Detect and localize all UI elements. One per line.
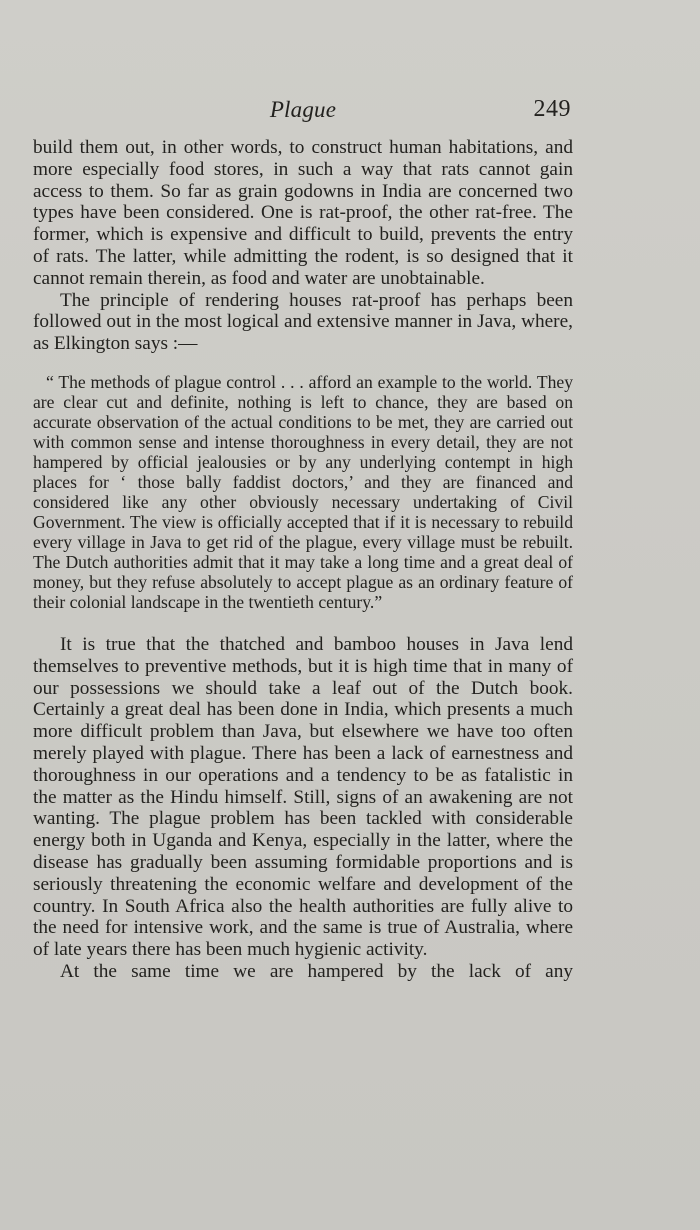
running-title: Plague [269, 97, 337, 122]
paragraph-java-intro: The principle of rendering houses rat-proof has perhaps been followed out in the most logical and extensive manner in Java, where, as Elkington says :— [33, 289, 573, 355]
quote-text: “ The methods of plague control . . . afford an example to the world. They are clear cut and definite, nothing is left to chance, they are based on accurate observation of the actual conditions to be met, they are carried out with common sense and intense thoroughness in every detail, they are not hampered by official jealousies or by any underlying contempt in high places for ‘ those bally faddist doctors,’ and they are financed and considered like any other obviously necessary undertaking of Civil Government. The view is officially accepted that if it is necessary to rebuild every village in Java to get rid of the plague, every village must be rebuilt. The Dutch authorities admit that it may take a long time and a great deal of money, but they refuse absolutely to accept plague as an ordinary feature of their colonial landscape in the twentieth century.” [33, 371, 573, 612]
page-header [33, 95, 573, 129]
page-body [33, 137, 573, 983]
block-quote [33, 372, 573, 612]
paragraph-thatched-houses: It is true that the thatched and bamboo houses in Java lend themselves to preventive methods, but it is high time that in many of our possessions we should take a leaf out of the Dutch book. Certainly a great deal has been done in India, which presents a much more difficult problem than Java, but elsewhere we have too often merely played with plague. There has been a lack of earnestness and thoroughness in our operations and a tendency to be as fatalistic in the matter as the Hindu himself. Still, signs of an awakening are not wanting. The plague problem has been tackled with considerable energy both in Uganda and Kenya, especially in the latter, where the disease has gradually been assuming formidable proportions and is seriously threatening the economic welfare and development of the country. In South Africa also the health authorities are fully alive to the need for intensive work, and the same is true of Australia, where of late years there has been much hygienic activity. [33, 633, 573, 961]
page-number: 249 [533, 96, 571, 122]
paragraph-continued: build them out, in other words, to construct human habitations, and more especially food stores, in such a way that rats cannot gain access to them. So far as grain godowns in India are concerned two types have been considered. One is rat-proof, the other rat-free. The former, which is expensive and difficult to build, prevents the entry of rats. The latter, while admitting the rodent, is so designed that it cannot remain therein, as food and water are unobtainable. [33, 137, 573, 289]
paragraph-final-fragment: At the same time we are hampered by the lack of any [60, 960, 573, 982]
